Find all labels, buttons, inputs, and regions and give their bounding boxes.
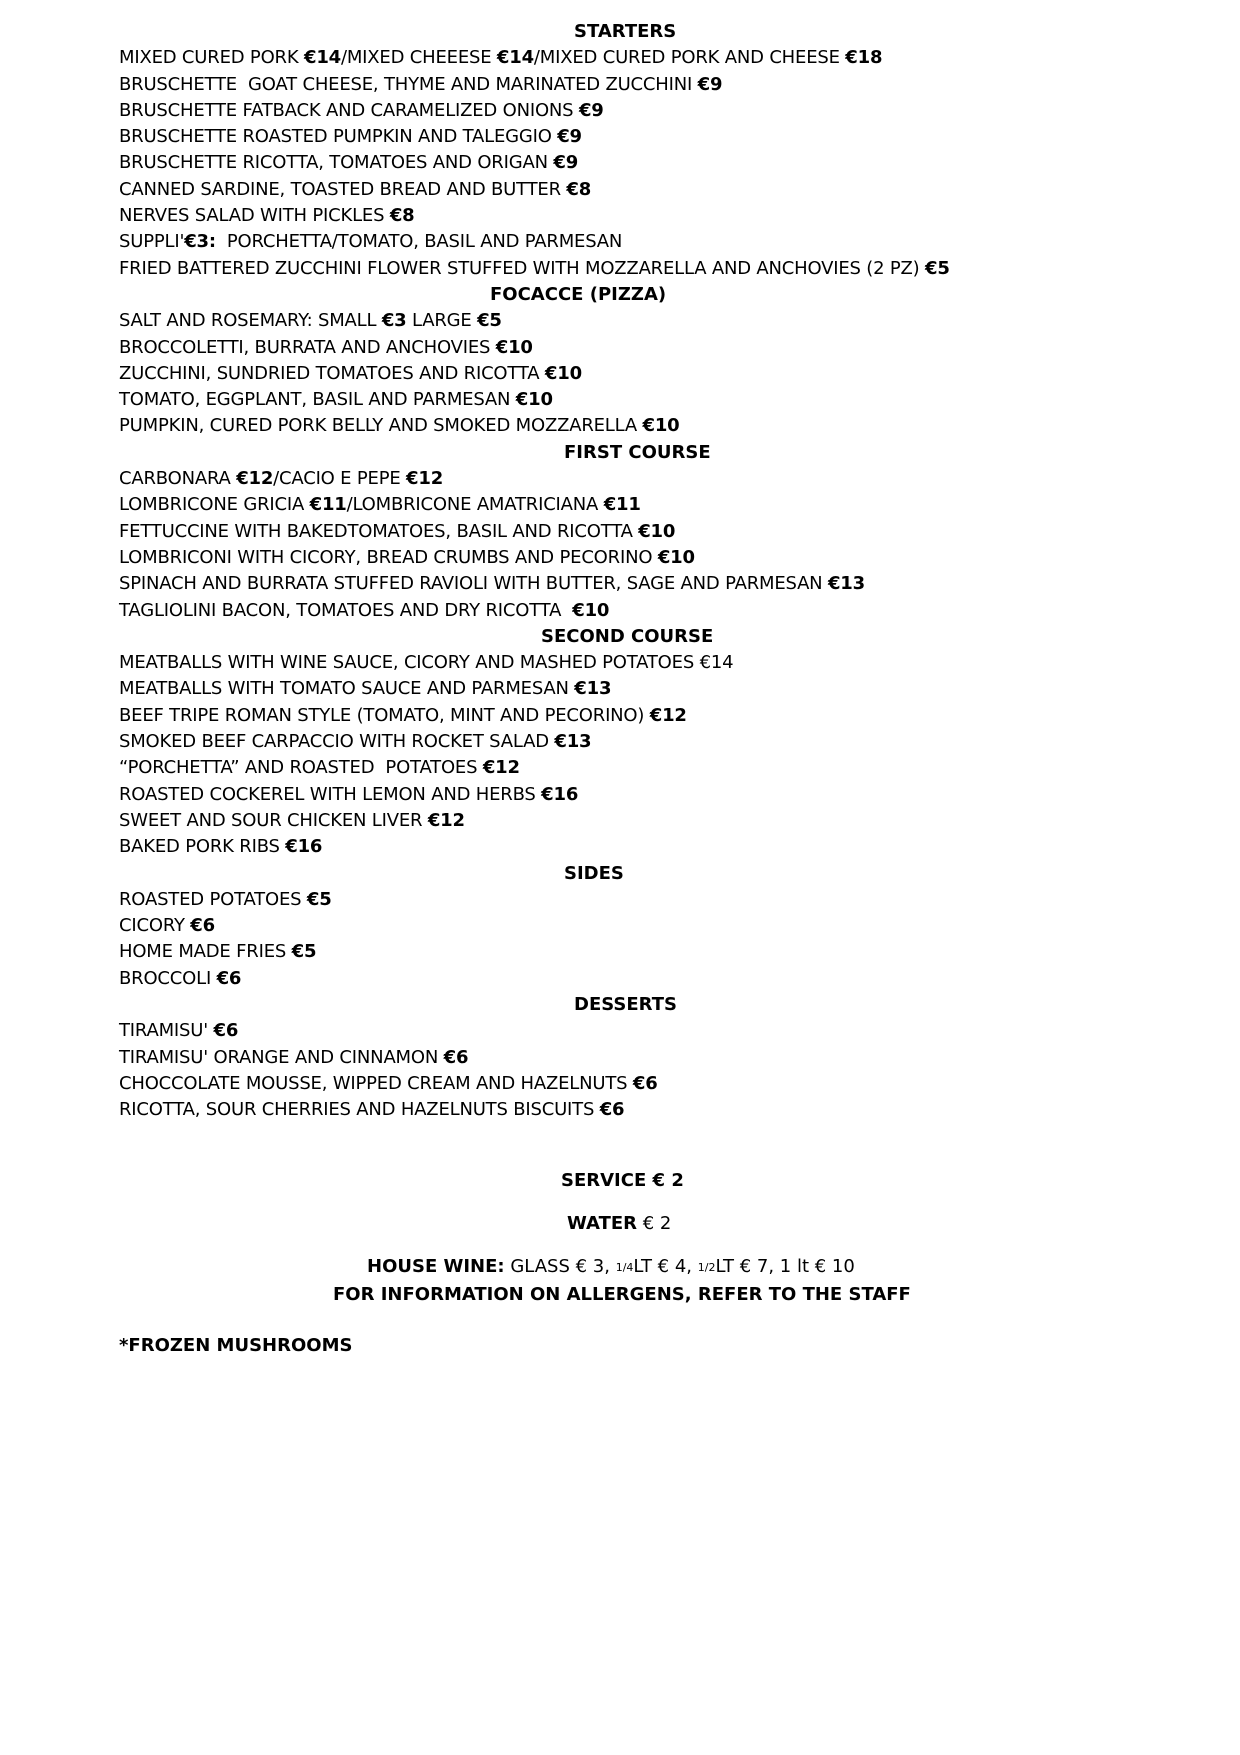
menu-item-price: €3 <box>381 310 407 332</box>
wine-glass-price: GLASS € 3, <box>504 1256 616 1277</box>
menu-item <box>119 729 1119 755</box>
menu-item-text: BROCCOLETTI, BURRATA AND ANCHOVIES <box>119 336 496 358</box>
menu-item-text: BROCCOLI <box>119 967 217 989</box>
menu-item <box>119 913 1119 939</box>
menu-item-text: ROASTED COCKEREL WITH LEMON AND HERBS <box>119 783 542 805</box>
menu-item <box>119 124 1119 150</box>
menu-item-text: LOMBRICONI WITH CICORY, BREAD CRUMBS AND PECORINO <box>119 546 658 568</box>
menu-item <box>119 966 1119 992</box>
menu-item-price: €14 <box>304 47 341 69</box>
menu-item <box>119 545 1119 571</box>
menu-item-text: SWEET AND SOUR CHICKEN LIVER <box>119 809 428 831</box>
menu-item-text: SALT AND ROSEMARY: SMALL <box>119 310 382 332</box>
menu-item-text: MEATBALLS WITH TOMATO SAUCE AND PARMESAN <box>119 678 575 700</box>
service-price: € 2 <box>646 1170 684 1191</box>
menu-item-price: €11 <box>309 494 347 516</box>
section-items-sides <box>119 887 1119 992</box>
menu-item-price: €13 <box>554 731 592 753</box>
menu-item-price: €11 <box>603 494 641 516</box>
water-price: € 2 <box>637 1213 672 1234</box>
service-label: SERVICE <box>561 1170 647 1191</box>
menu-item-text: NERVES SALAD WITH PICKLES <box>119 205 390 227</box>
menu-item-text: /MIXED CHEEESE <box>340 47 497 69</box>
wine-quarter-price: LT € 4, <box>633 1256 698 1277</box>
menu-item <box>119 335 1119 361</box>
menu-item-price: €5 <box>291 941 317 963</box>
menu-item <box>119 492 1119 518</box>
menu-item-price: €12 <box>649 704 687 726</box>
menu-item <box>119 755 1119 781</box>
menu-item-text: MIXED CURED PORK <box>119 47 304 69</box>
section-heading-starters: STARTERS <box>574 21 677 42</box>
menu-item-text: BEEF TRIPE ROMAN STYLE (TOMATO, MINT AND PECORINO) <box>119 704 650 726</box>
menu-item <box>119 150 1119 176</box>
menu-item <box>119 808 1119 834</box>
menu-item-price: €12 <box>236 468 274 490</box>
menu-item-text: RICOTTA, SOUR CHERRIES AND HAZELNUTS BISCUITS <box>119 1099 600 1121</box>
menu-item-text: TOMATO, EGGPLANT, BASIL AND PARMESAN <box>119 389 516 411</box>
menu-item-text: TAGLIOLINI BACON, TOMATOES AND DRY RICOTTA <box>119 599 573 621</box>
section-items-first-course <box>119 466 1119 624</box>
menu-item-text: SMOKED BEEF CARPACCIO WITH ROCKET SALAD <box>119 731 555 753</box>
menu-item-text: /MIXED CURED PORK AND CHEESE <box>533 47 846 69</box>
menu-item <box>119 256 1119 282</box>
menu-item-price: €12 <box>427 809 465 831</box>
menu-item-text: BRUSCHETTE FATBACK AND CARAMELIZED ONIONS <box>119 99 579 121</box>
menu-item <box>119 887 1119 913</box>
menu-item-price: €9 <box>578 99 604 121</box>
menu-item <box>119 413 1119 439</box>
menu-item-price: €8 <box>389 205 415 227</box>
menu-item-text: /CACIO E PEPE <box>273 468 407 490</box>
menu-item-price: €10 <box>515 389 553 411</box>
menu-item-text: ROASTED POTATOES <box>119 888 307 910</box>
menu-item-price: €10 <box>495 336 533 358</box>
menu-item <box>119 72 1119 98</box>
menu-item-price: €5 <box>925 257 950 279</box>
menu-item-text: SUPPLI' <box>119 231 185 253</box>
menu-item <box>119 1045 1119 1071</box>
menu-item <box>119 782 1119 808</box>
menu-item-price: €14 <box>496 47 534 69</box>
menu-item-price: €5 <box>477 310 502 332</box>
wine-quarter-fraction: 1/4 <box>615 1260 634 1274</box>
allergens-notice: FOR INFORMATION ON ALLERGENS, REFER TO THE STAFF <box>333 1284 911 1305</box>
menu-item <box>119 676 1119 702</box>
menu-item <box>119 45 1119 71</box>
menu-item-text: HOME MADE FRIES <box>119 941 292 963</box>
menu-item-text: ZUCCHINI, SUNDRIED TOMATOES AND RICOTTA <box>119 362 545 384</box>
menu-item <box>119 1097 1119 1123</box>
section-items-focacce <box>119 308 1119 439</box>
section-heading-desserts: DESSERTS <box>574 993 677 1015</box>
menu-item-price: €6 <box>190 915 215 937</box>
menu-item-price: €10 <box>544 362 582 384</box>
menu-item-text: LOMBRICONE GRICIA <box>119 494 310 516</box>
menu-item-text: PORCHETTA/TOMATO, BASIL AND PARMESAN <box>215 231 623 253</box>
menu-item-price: €16 <box>541 783 579 805</box>
menu-item <box>119 703 1119 729</box>
menu-item-price: €10 <box>638 520 676 542</box>
menu-item-price: €6 <box>599 1099 625 1121</box>
menu-item-text: PUMPKIN, CURED PORK BELLY AND SMOKED MOZZARELLA <box>119 415 643 437</box>
menu-item-price: €13 <box>574 678 612 700</box>
menu-item-text: BRUSCHETTE ROASTED PUMPKIN AND TALEGGIO <box>119 126 558 148</box>
menu-item <box>119 650 1119 676</box>
menu-item <box>119 939 1119 965</box>
menu-content <box>119 19 1119 1123</box>
menu-item-price: €5 <box>306 888 332 910</box>
menu-item-text: /LOMBRICONE AMATRICIANA <box>346 494 604 516</box>
menu-item-price: €13 <box>827 573 865 595</box>
menu-item-text: BRUSCHETTE RICOTTA, TOMATOES AND ORIGAN <box>119 152 554 174</box>
menu-item-price: €6 <box>443 1046 469 1068</box>
section-heading-first-course: FIRST COURSE <box>564 441 711 463</box>
menu-item-price: €10 <box>572 599 610 621</box>
menu-item-text: TIRAMISU' <box>119 1020 214 1042</box>
menu-item-price: €8 <box>566 178 592 200</box>
menu-item-price: €10 <box>657 546 695 568</box>
menu-item-price: €6 <box>216 967 242 989</box>
menu-item-text: CANNED SARDINE, TOASTED BREAD AND BUTTER <box>119 178 567 200</box>
menu-item <box>119 203 1119 229</box>
menu-item <box>119 1018 1119 1044</box>
water-label: WATER <box>567 1213 638 1234</box>
menu-item-text: BRUSCHETTE GOAT CHEESE, THYME AND MARINATED ZUCCHINI <box>119 73 698 95</box>
wine-half-fraction: 1/2 <box>697 1260 716 1274</box>
menu-item-text: SPINACH AND BURRATA STUFFED RAVIOLI WITH BUTTER, SAGE AND PARMESAN <box>119 573 828 595</box>
menu-item <box>119 229 1119 255</box>
wine-half-and-liter-price: LT € 7, 1 lt € 10 <box>715 1256 855 1277</box>
menu-item-text: “PORCHETTA” AND ROASTED POTATOES <box>119 757 483 779</box>
section-items-second-course <box>119 650 1119 860</box>
menu-item-text: FRIED BATTERED ZUCCHINI FLOWER STUFFED WITH MOZZARELLA AND ANCHOVIES (2 PZ) <box>119 257 926 279</box>
menu-item <box>119 361 1119 387</box>
menu-item <box>119 519 1119 545</box>
menu-item-text: BAKED PORK RIBS <box>119 836 286 858</box>
house-wine-label: HOUSE WINE: <box>367 1256 505 1277</box>
menu-item <box>119 177 1119 203</box>
section-items-starters <box>119 45 1119 282</box>
menu-item <box>119 308 1119 334</box>
menu-item-text: TIRAMISU' ORANGE AND CINNAMON <box>119 1046 444 1068</box>
menu-item-price: €9 <box>697 73 723 95</box>
menu-item <box>119 387 1119 413</box>
menu-item-price: €9 <box>553 152 579 174</box>
menu-item-text: FETTUCCINE WITH BAKEDTOMATOES, BASIL AND RICOTTA <box>119 520 639 542</box>
menu-item <box>119 1071 1119 1097</box>
section-items-desserts <box>119 1018 1119 1123</box>
menu-item-price: €16 <box>285 836 323 858</box>
menu-item <box>119 598 1119 624</box>
section-heading-focacce: FOCACCE (PIZZA) <box>490 283 667 305</box>
section-heading-second-course: SECOND COURSE <box>541 625 714 647</box>
menu-item-price: €6 <box>632 1072 658 1094</box>
menu-item-text: CICORY <box>119 915 191 937</box>
menu-item <box>119 834 1119 860</box>
menu-item <box>119 98 1119 124</box>
menu-item-price: €9 <box>557 126 582 148</box>
menu-item <box>119 466 1119 492</box>
menu-item-price: €3: <box>184 231 216 253</box>
menu-item-text: CARBONARA <box>119 468 237 490</box>
menu-item-text: CHOCCOLATE MOUSSE, WIPPED CREAM AND HAZELNUTS <box>119 1072 633 1094</box>
menu-item <box>119 571 1119 597</box>
frozen-mushrooms-note: *FROZEN MUSHROOMS <box>119 1335 353 1356</box>
menu-item-price: €10 <box>642 415 680 437</box>
menu-item-text: LARGE <box>406 310 478 332</box>
menu-item-text: MEATBALLS WITH WINE SAUCE, CICORY AND MASHED POTATOES €14 <box>119 652 734 674</box>
menu-item-price: €6 <box>213 1020 239 1042</box>
menu-item-price: €18 <box>845 47 883 69</box>
section-heading-sides: SIDES <box>564 862 624 884</box>
menu-item-price: €12 <box>482 757 520 779</box>
menu-item-price: €12 <box>406 468 444 490</box>
